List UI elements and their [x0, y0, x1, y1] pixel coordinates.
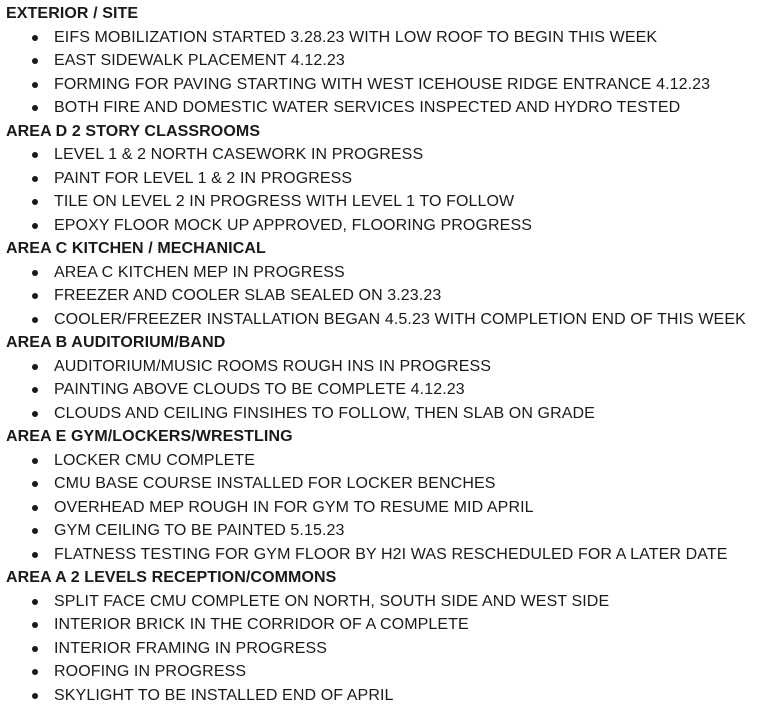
section — [6, 2, 760, 120]
bullet-icon — [32, 599, 38, 605]
bullet-icon — [32, 411, 38, 417]
list-item — [6, 214, 760, 238]
section-heading: AREA B AUDITORIUM/BAND — [6, 334, 226, 351]
list-item — [6, 543, 760, 567]
bullet-icon — [32, 35, 38, 41]
section — [6, 425, 760, 566]
bullet-list — [6, 590, 760, 708]
section — [6, 120, 760, 238]
section-heading: AREA C KITCHEN / MECHANICAL — [6, 240, 266, 257]
list-item-text: AUDITORIUM/MUSIC ROOMS ROUGH INS IN PROGRESS — [54, 357, 492, 375]
bullet-list — [6, 26, 760, 120]
list-item — [6, 684, 760, 708]
bullet-icon — [32, 552, 38, 558]
list-item — [6, 402, 760, 426]
bullet-icon — [32, 58, 38, 64]
bullet-icon — [32, 669, 38, 675]
section — [6, 566, 760, 707]
list-item-text: FORMING FOR PAVING STARTING WITH WEST ICEHOUSE RIDGE ENTRANCE 4.12.23 — [54, 75, 711, 93]
list-item — [6, 355, 760, 379]
bullet-icon — [32, 293, 38, 299]
bullet-icon — [32, 176, 38, 182]
list-item-text: SKYLIGHT TO BE INSTALLED END OF APRIL — [54, 686, 394, 704]
section-heading: AREA D 2 STORY CLASSROOMS — [6, 122, 261, 140]
list-item-text: EPOXY FLOOR MOCK UP APPROVED, FLOORING PROGRESS — [54, 216, 532, 234]
section — [6, 237, 760, 331]
bullet-icon — [32, 458, 38, 464]
bullet-icon — [32, 505, 38, 511]
list-item-text: LEVEL 1 & 2 NORTH CASEWORK IN PROGRESS — [54, 146, 424, 163]
section-heading: EXTERIOR / SITE — [6, 5, 139, 22]
list-item — [6, 96, 760, 120]
list-item — [6, 49, 760, 73]
list-item-text: EAST SIDEWALK PLACEMENT 4.12.23 — [54, 52, 345, 69]
list-item-text: COOLER/FREEZER INSTALLATION BEGAN 4.5.23 WITH COMPLETION END OF THIS WEEK — [54, 310, 746, 328]
list-item-text: SPLIT FACE CMU COMPLETE ON NORTH, SOUTH SIDE AND WEST SIDE — [54, 592, 610, 610]
bullet-icon — [32, 105, 38, 111]
bullet-list — [6, 261, 760, 332]
bullet-icon — [32, 223, 38, 229]
list-item — [6, 308, 760, 332]
bullet-icon — [32, 364, 38, 370]
list-item — [6, 496, 760, 520]
bullet-icon — [32, 199, 38, 205]
list-item-text: INTERIOR FRAMING IN PROGRESS — [54, 639, 328, 657]
list-item-text: TILE ON LEVEL 2 IN PROGRESS WITH LEVEL 1 TO FOLLOW — [54, 193, 515, 210]
list-item-text: PAINT FOR LEVEL 1 & 2 IN PROGRESS — [54, 169, 353, 187]
list-item-text: EIFS MOBILIZATION STARTED 3.28.23 WITH LOW ROOF TO BEGIN THIS WEEK — [54, 28, 658, 46]
bullet-icon — [32, 270, 38, 276]
bullet-icon — [32, 646, 38, 652]
list-item-text: FREEZER AND COOLER SLAB SEALED ON 3.23.23 — [54, 287, 442, 304]
list-item — [6, 190, 760, 214]
bullet-list — [6, 355, 760, 426]
list-item — [6, 660, 760, 684]
list-item-text: OVERHEAD MEP ROUGH IN FOR GYM TO RESUME MID APRIL — [54, 498, 534, 516]
list-item — [6, 613, 760, 637]
bullet-list — [6, 143, 760, 237]
bullet-list — [6, 449, 760, 567]
bullet-icon — [32, 693, 38, 699]
list-item-text: INTERIOR BRICK IN THE CORRIDOR OF A COMPLETE — [54, 616, 469, 633]
list-item — [6, 167, 760, 191]
list-item-text: CMU BASE COURSE INSTALLED FOR LOCKER BENCHES — [54, 475, 496, 492]
list-item-text: ROOFING IN PROGRESS — [54, 663, 247, 680]
list-item-text: AREA C KITCHEN MEP IN PROGRESS — [54, 263, 345, 281]
bullet-icon — [32, 622, 38, 628]
bullet-icon — [32, 528, 38, 534]
list-item-text: LOCKER CMU COMPLETE — [54, 451, 256, 469]
list-item — [6, 449, 760, 473]
list-item — [6, 590, 760, 614]
section-heading: AREA A 2 LEVELS RECEPTION/COMMONS — [6, 569, 337, 586]
list-item — [6, 472, 760, 496]
list-item-text: PAINTING ABOVE CLOUDS TO BE COMPLETE 4.12.23 — [54, 381, 465, 398]
list-item — [6, 284, 760, 308]
bullet-icon — [32, 152, 38, 158]
list-item — [6, 637, 760, 661]
list-item-text: BOTH FIRE AND DOMESTIC WATER SERVICES INSPECTED AND HYDRO TESTED — [54, 99, 681, 116]
list-item-text: GYM CEILING TO BE PAINTED 5.15.23 — [54, 522, 345, 539]
list-item — [6, 378, 760, 402]
list-item — [6, 261, 760, 285]
bullet-icon — [32, 481, 38, 487]
list-item — [6, 519, 760, 543]
list-item-text: CLOUDS AND CEILING FINSIHES TO FOLLOW, THEN SLAB ON GRADE — [54, 404, 595, 422]
bullet-icon — [32, 82, 38, 88]
section-heading: AREA E GYM/LOCKERS/WRESTLING — [6, 428, 293, 445]
bullet-icon — [32, 387, 38, 393]
list-item — [6, 73, 760, 97]
list-item — [6, 143, 760, 167]
list-item — [6, 26, 760, 50]
bullet-icon — [32, 317, 38, 323]
section — [6, 331, 760, 425]
list-item-text: FLATNESS TESTING FOR GYM FLOOR BY H2I WAS RESCHEDULED FOR A LATER DATE — [54, 545, 728, 563]
